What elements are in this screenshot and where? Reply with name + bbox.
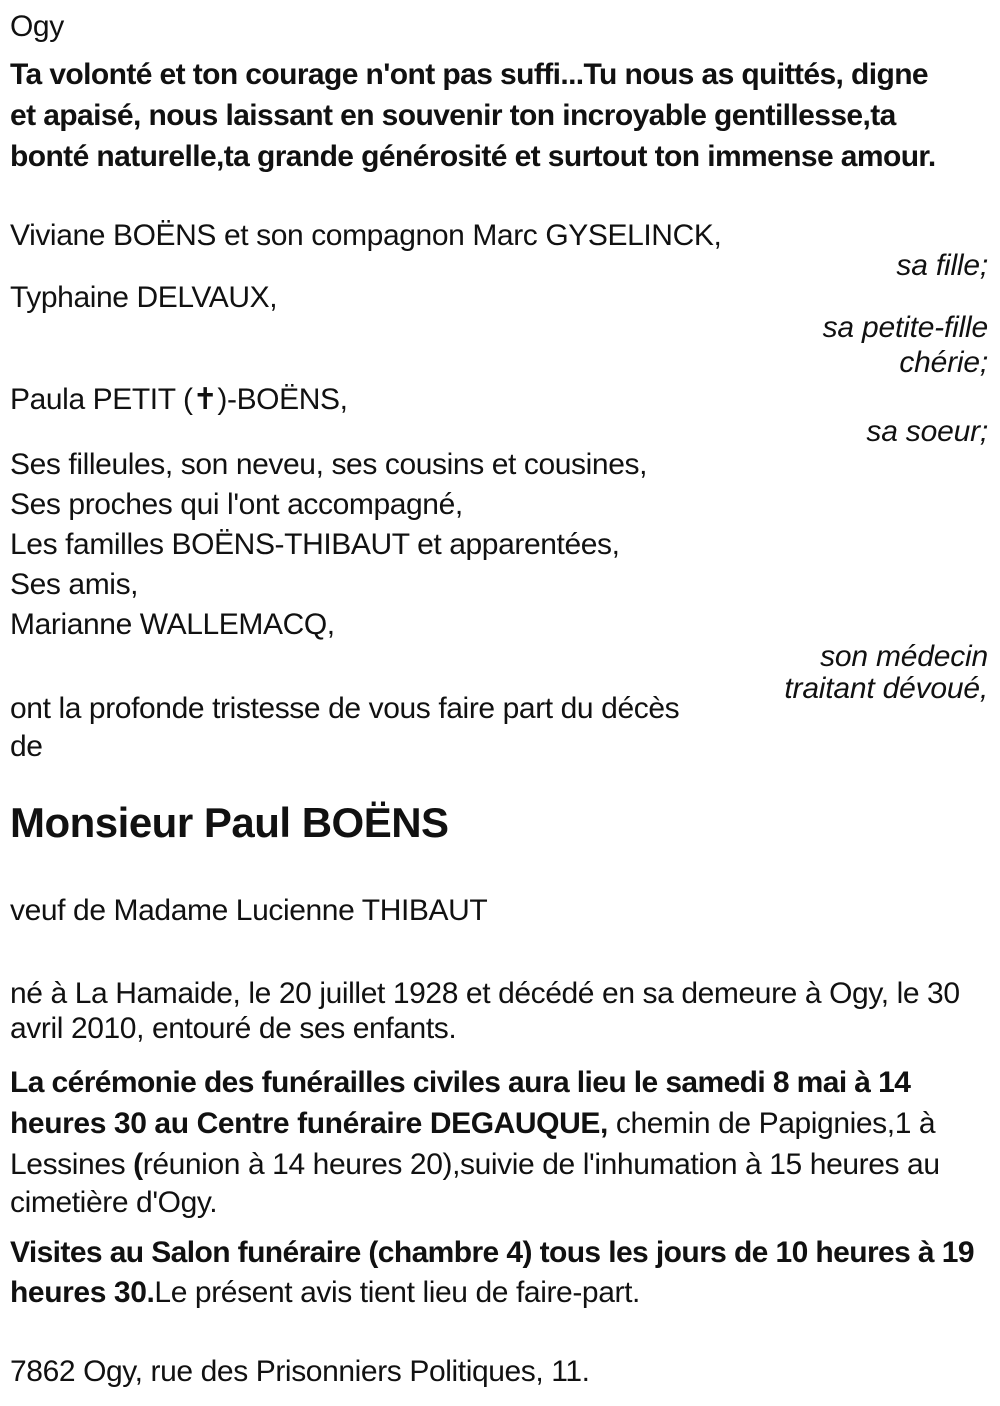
- mourner-friends: Ses amis,: [10, 568, 139, 601]
- ceremony-line-2: [10, 1107, 935, 1141]
- ceremony-line-3: [10, 1148, 940, 1182]
- tribute-line-3: bonté naturelle,ta grande générosité et surtout ton immense amour.: [10, 140, 936, 173]
- visits-line-1: Visites au Salon funéraire (chambre 4) tous les jours de 10 heures à 19: [10, 1236, 974, 1269]
- visits-line-2-regular: Le présent avis tient lieu de faire-part.: [154, 1276, 640, 1309]
- mourner-families: Les familles BOËNS-THIBAUT et apparentées,: [10, 528, 620, 561]
- mourner-close-ones: Ses proches qui l'ont accompagné,: [10, 488, 463, 521]
- relation-doctor-line-1: son médecin: [820, 640, 988, 673]
- ceremony-line-4: cimetière d'Ogy.: [10, 1186, 218, 1219]
- ceremony-line-1: La cérémonie des funérailles civiles aura lieu le samedi 8 mai à 14: [10, 1066, 911, 1099]
- visits-line-2-bold: heures 30.: [10, 1276, 155, 1309]
- relation-sister: sa soeur;: [866, 415, 988, 448]
- birth-death-line-2: avril 2010, entouré de ses enfants.: [10, 1012, 457, 1045]
- visits-line-2: [10, 1276, 640, 1310]
- deceased-name-title: Monsieur Paul BOËNS: [10, 799, 449, 846]
- ceremony-line-2-regular: chemin de Papignies,1 à: [607, 1107, 936, 1140]
- address-line: 7862 Ogy, rue des Prisonniers Politiques, 11.: [10, 1355, 590, 1388]
- relation-granddaughter-line-2: chérie;: [899, 346, 988, 379]
- mourner-name-daughter: Viviane BOËNS et son compagnon Marc GYSELINCK,: [10, 219, 722, 252]
- mourner-name-granddaughter: Typhaine DELVAUX,: [10, 281, 278, 314]
- widower-line: veuf de Madame Lucienne THIBAUT: [10, 894, 488, 927]
- relation-doctor-line-2: traitant dévoué,: [784, 672, 988, 705]
- announcement-line-2: de: [10, 730, 43, 763]
- ceremony-line-3-regular-b: réunion à 14 heures 20),suivie de l'inhumation à 15 heures au: [142, 1148, 940, 1181]
- ceremony-line-3-bold: (: [133, 1148, 143, 1181]
- announcement-line-1: ont la profonde tristesse de vous faire part du décès: [10, 692, 680, 725]
- tribute-line-1: Ta volonté et ton courage n'ont pas suffi...Tu nous as quittés, digne: [10, 58, 929, 91]
- ceremony-line-2-bold: heures 30 au Centre funéraire DEGAUQUE,: [10, 1107, 608, 1140]
- mourner-goddaughters: Ses filleules, son neveu, ses cousins et cousines,: [10, 448, 648, 481]
- relation-granddaughter-line-1: sa petite-fille: [822, 311, 988, 344]
- tribute-line-2: et apaisé, nous laissant en souvenir ton incroyable gentillesse,ta: [10, 99, 896, 132]
- mourner-name-sister: Paula PETIT (✝)-BOËNS,: [10, 383, 348, 416]
- place-name: Ogy: [10, 10, 64, 43]
- ceremony-line-3-regular-a: Lessines: [10, 1148, 134, 1181]
- relation-daughter: sa fille;: [896, 249, 988, 282]
- mourner-doctor: Marianne WALLEMACQ,: [10, 608, 335, 641]
- birth-death-line-1: né à La Hamaide, le 20 juillet 1928 et décédé en sa demeure à Ogy, le 30: [10, 977, 960, 1010]
